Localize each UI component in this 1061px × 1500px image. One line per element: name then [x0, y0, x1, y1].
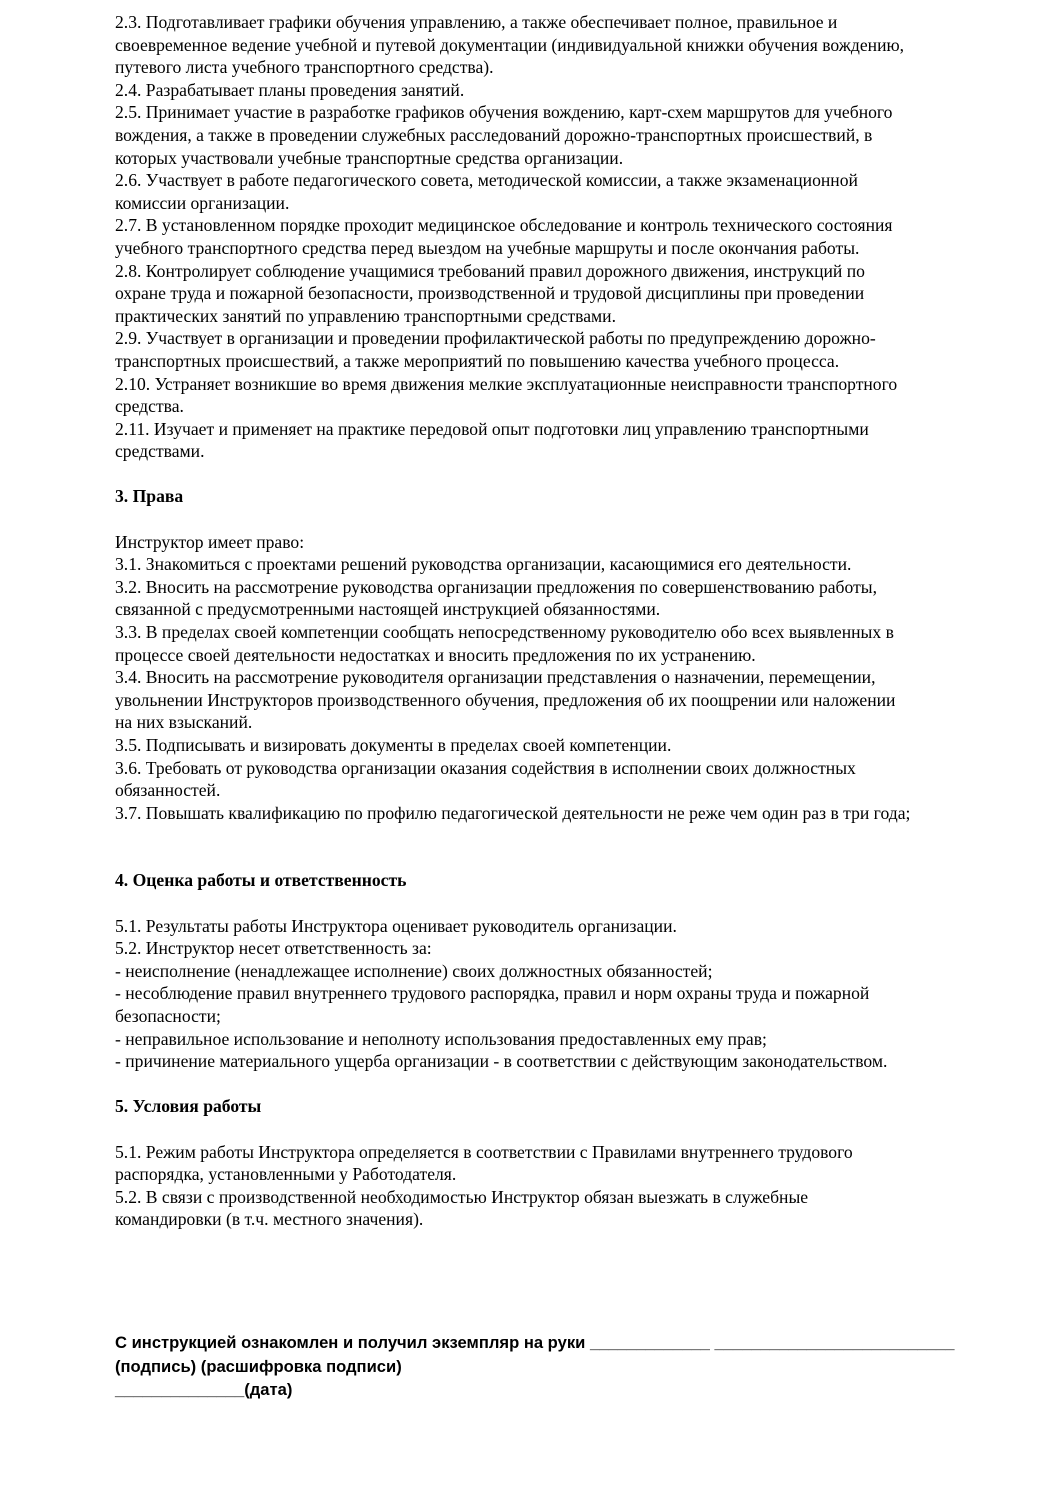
text-line: командировки (в т.ч. местного значения). — [115, 1209, 424, 1230]
text-line: 3.5. Подписывать и визировать документы в пределах своей компетенции. — [115, 735, 672, 755]
text-line: 2.7. В установленном порядке проходит медицинское обследование и контроль технического состояния — [115, 215, 893, 236]
text-line: 3.4. Вносить на рассмотрение руководителя организации представления о назначении, перемещении, — [115, 667, 876, 688]
spacer — [115, 824, 1015, 869]
text-line: - несоблюдение правил внутреннего трудового распорядка, правил и норм охраны труда и пожарной — [115, 983, 870, 1004]
text-line: которых участвовали учебные транспортные средства организации. — [115, 147, 624, 168]
text-line: обязанностей. — [115, 780, 221, 801]
text-line: 2.9. Участвует в организации и проведении профилактической работы по предупреждению дорожно- — [115, 328, 876, 349]
text-line: 2.4. Разрабатывает планы проведения занятий. — [115, 79, 465, 100]
text-line: - причинение материального ущерба организации - в соответствии с действующим законодательством. — [115, 1051, 888, 1072]
text-line: 3.2. Вносить на рассмотрение руководства организации предложения по совершенствованию работы, — [115, 576, 877, 597]
text-line: 2.3. Подготавливает графики обучения управлению, а также обеспечивает полное, правильное и — [115, 12, 838, 32]
text-line: 3.1. Знакомиться с проектами решений руководства организации, касающимися его деятельности. — [115, 554, 852, 575]
text-line: - неправильное использование и неполноту использования предоставленных ему прав; — [115, 1028, 767, 1049]
text-line: вождения, а также в проведении служебных расследований дорожно-транспортных происшествий, в — [115, 124, 873, 145]
spacer — [115, 1118, 1015, 1141]
text-line: - неисполнение (ненадлежащее исполнение) своих должностных обязанностей; — [115, 960, 713, 981]
text-line: средства. — [115, 396, 184, 417]
text-line: процессе своей деятельности недостатках и вносить предложения по их устранению. — [115, 644, 756, 665]
text-line: учебного транспортного средства перед выездом на учебные маршруты и после окончания работы. — [115, 237, 860, 258]
signature-caption: (подпись) (расшифровка подписи) — [115, 1356, 402, 1376]
text-line: 5.1. Результаты работы Инструктора оценивает руководитель организации. — [115, 915, 677, 936]
section-2-items — [115, 11, 1015, 463]
text-line: практических занятий по управлению транспортными средствами. — [115, 305, 617, 326]
acknowledgement-block — [115, 1331, 1015, 1402]
text-line: 2.6. Участвует в работе педагогического совета, методической комиссии, а также экзаменационной — [115, 170, 858, 191]
text-line: на них взысканий. — [115, 712, 253, 733]
date-line: ______________(дата) — [115, 1380, 293, 1399]
text-line: 2.11. Изучает и применяет на практике передовой опыт подготовки лиц управлению транспортными — [115, 418, 869, 439]
text-line: безопасности; — [115, 1005, 221, 1026]
text-line: своевременное ведение учебной и путевой документации (индивидуальной книжки обучения вождению, — [115, 34, 905, 55]
text-line: 3.6. Требовать от руководства организации оказания содействия в исполнении своих должностных — [115, 757, 856, 778]
text-line: 2.8. Контролирует соблюдение учащимися требований правил дорожного движения, инструкций по — [115, 260, 865, 281]
acknowledgement-line: С инструкцией ознакомлен и получил экземпляр на руки _____________ __________________________ — [115, 1333, 955, 1352]
section-3-intro: Инструктор имеет право: — [115, 531, 305, 552]
text-line: 5.2. В связи с производственной необходимостью Инструктор обязан выезжать в служебные — [115, 1186, 809, 1207]
text-line: средствами. — [115, 441, 205, 462]
text-line: 3.7. Повышать квалификацию по профилю педагогической деятельности не реже чем один раз в три года; — [115, 802, 911, 823]
spacer — [115, 1073, 1015, 1096]
spacer — [115, 463, 1015, 486]
text-line: комиссии организации. — [115, 192, 290, 213]
section-3-items — [115, 531, 1015, 825]
section-4-title: 4. Оценка работы и ответственность — [115, 870, 407, 891]
spacer — [115, 508, 1015, 531]
text-line: 5.1. Режим работы Инструктора определяется в соответствии с Правилами внутреннего трудового — [115, 1141, 853, 1162]
text-line: транспортных происшествий, а также мероприятий по повышению качества учебного процесса. — [115, 350, 840, 371]
document-body — [115, 11, 1015, 1231]
section-3-title: 3. Права — [115, 486, 184, 507]
spacer — [115, 892, 1015, 915]
text-line: путевого листа учебного транспортного средства). — [115, 57, 494, 78]
text-line: 2.10. Устраняет возникшие во время движения мелкие эксплуатационные неисправности транспортного — [115, 373, 898, 394]
text-line: 2.5. Принимает участие в разработке графиков обучения вождению, карт-схем маршрутов для учебного — [115, 102, 893, 123]
text-line: увольнении Инструкторов производственного обучения, предложения об их поощрении или наложении — [115, 689, 896, 710]
text-line: 5.2. Инструктор несет ответственность за: — [115, 938, 432, 959]
text-line: связанной с предусмотренными настоящей инструкцией обязанностями. — [115, 599, 661, 620]
text-line: охране труда и пожарной безопасности, производственной и трудовой дисциплины при проведении — [115, 283, 865, 304]
section-4-items — [115, 915, 1015, 1073]
text-line: распорядка, установленными у Работодателя. — [115, 1164, 457, 1185]
section-5-title: 5. Условия работы — [115, 1096, 262, 1117]
section-5-items — [115, 1141, 1015, 1231]
text-line: 3.3. В пределах своей компетенции сообщать непосредственному руководителю обо всех выявленных в — [115, 622, 894, 643]
